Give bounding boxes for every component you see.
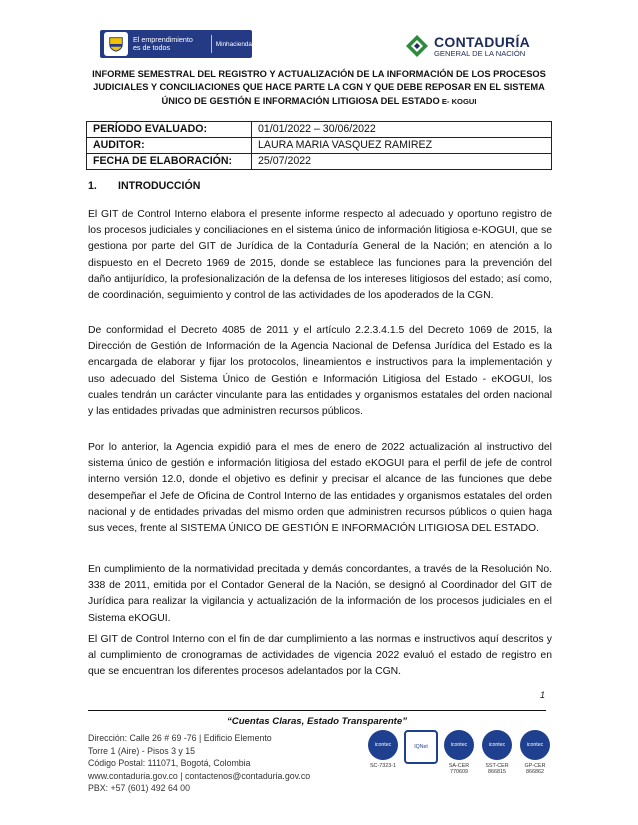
report-title: INFORME SEMESTRAL DEL REGISTRO Y ACTUALIZACIÓN DE LA INFORMACIÓN DE LOS PROCESOS JUDICIALES Y CONCILIACIONES QUE HACE PARTE LA CGN Y QUE DEBE REPOSAR EN EL SISTEMA ÚNICO DE GESTIÓN E INFORMACIÓN LITIGIOSA DEL ESTADO E- KOGUI <box>92 69 546 106</box>
gov-logo-divider <box>211 35 212 53</box>
info-value: 25/07/2022 <box>252 154 552 170</box>
certification-badge <box>404 730 438 800</box>
coat-of-arms-icon <box>104 32 128 56</box>
icontec-seal-icon: icontec <box>368 730 398 760</box>
certification-badge: icontec SA-CER 770609 <box>442 730 476 800</box>
report-info-table <box>86 121 552 170</box>
certification-badge: icontec SST-CER 866815 <box>480 730 514 800</box>
table-row <box>87 154 552 170</box>
icontec-seal-icon: icontec <box>520 730 550 760</box>
certification-badge: icontec GP-CER 866862 <box>518 730 552 800</box>
footer-motto: “Cuentas Claras, Estado Transparente” <box>226 716 408 727</box>
info-label: PERÍODO EVALUADO: <box>87 122 252 138</box>
gov-logo-ministry: Minhacienda <box>215 40 252 48</box>
paragraph: Por lo anterior, la Agencia expidió para el mes de enero de 2022 actualización al instructivo del sistema único de gestión e información litigiosa del estado eKOGUI para el perfil de jefe de control interno versión 12.0, donde el objetivo es definir y precisar el alcance de las funciones que debe desempeñar el Jefe de Oficina de Control Interno de las entidades y organismos estatales del orden nacional y de entidades privadas del mismo orden que administren recursos públicos o quien haga sus veces, frente al SISTEMA ÚNICO DE GESTIÓN E INFORMACIÓN LITIGIOSA DEL ESTADO. <box>88 442 552 535</box>
cgn-logo-name: CONTADURÍA <box>434 33 531 50</box>
gov-logo <box>100 30 252 58</box>
certification-badge: icontec SC-7323-1 <box>366 730 400 800</box>
cgn-logo <box>404 30 544 62</box>
section-heading: 1. INTRODUCCIÓN <box>88 180 201 192</box>
page-number: 1 <box>540 690 546 700</box>
paragraph: El GIT de Control Interno elabora el presente informe respecto al adecuado y oportuno registro de los procesos judiciales y conciliaciones en el sistema único de información litigiosa e-KOGUI, que se gestiona por parte del GIT de Jurídica de la Contaduría General de la Nación; en atención a lo dispuesto en el Decreto 1969 de 2015, donde se establece las funciones para la prevención del daño antijurídico, la profesionalización de la defensa de los intereses litigiosos del estado; así como, de coordinación, seguimiento y control de las actividades de los apoderados de la CGN. <box>88 209 552 302</box>
footer-contact: Dirección: Calle 26 # 69 -76 | Edificio Elemento Torre 1 (Aire) - Pisos 3 y 15 Código Postal: 111071, Bogotá, Colombia www.contaduria.gov.co | contactenos@contaduria.gov.co PBX: +57 (601) 492 64 00 <box>88 733 311 794</box>
info-label: FECHA DE ELABORACIÓN: <box>87 154 252 170</box>
paragraph: El GIT de Control Interno con el fin de dar cumplimiento a las normas e instructivos aquí descritos y al cumplimiento de cronogramas de actividades de vigencia 2022 evaluó el estado de registro en que se encuentran los diferentes procesos adelantados por la CGN. <box>88 634 552 678</box>
icontec-seal-icon: icontec <box>444 730 474 760</box>
table-row <box>87 122 552 138</box>
footer-links[interactable]: www.contaduria.gov.co | contactenos@contaduria.gov.co <box>88 770 311 781</box>
cgn-emblem-icon <box>404 33 430 59</box>
info-label: AUDITOR: <box>87 138 252 154</box>
paragraph: De conformidad el Decreto 4085 de 2011 y el artículo 2.2.3.4.1.5 del Decreto 1069 de 2015, la Dirección de Gestión de Información de la Agencia Nacional de Defensa Jurídica del Estado es la encargada de elaborar y fijar los protocolos, lineamientos e instructivos para la implementación y uso adecuado del Sistema Único de Gestión e Información Litigiosa del Estado - eKOGUI, los cuales tendrán un carácter vinculante para las entidades y organismos estatales del orden nacional y las entidades privadas que administren recursos públicos. <box>88 325 552 418</box>
paragraph: En cumplimiento de la normatividad precitada y demás concordantes, a través de la Resolución No. 338 de 2011, emitida por el Contador General de la Nación, se designó al Coordinador del GIT de Jurídica para realizar la vigilancia y actualización de la información de los procesos judiciales en el Sistema eKOGUI. <box>88 564 552 624</box>
info-value: 01/01/2022 – 30/06/2022 <box>252 122 552 138</box>
certification-badges <box>366 730 552 800</box>
table-row <box>87 138 552 154</box>
icontec-seal-icon: icontec <box>482 730 512 760</box>
footer-divider <box>88 710 546 711</box>
iqnet-seal-icon: IQNet <box>404 730 438 764</box>
cgn-logo-subtitle: GENERAL DE LA NACIÓN <box>434 48 526 58</box>
gov-logo-text: El emprendimiento es de todos <box>132 35 193 52</box>
info-value: LAURA MARIA VASQUEZ RAMIREZ <box>252 138 552 154</box>
